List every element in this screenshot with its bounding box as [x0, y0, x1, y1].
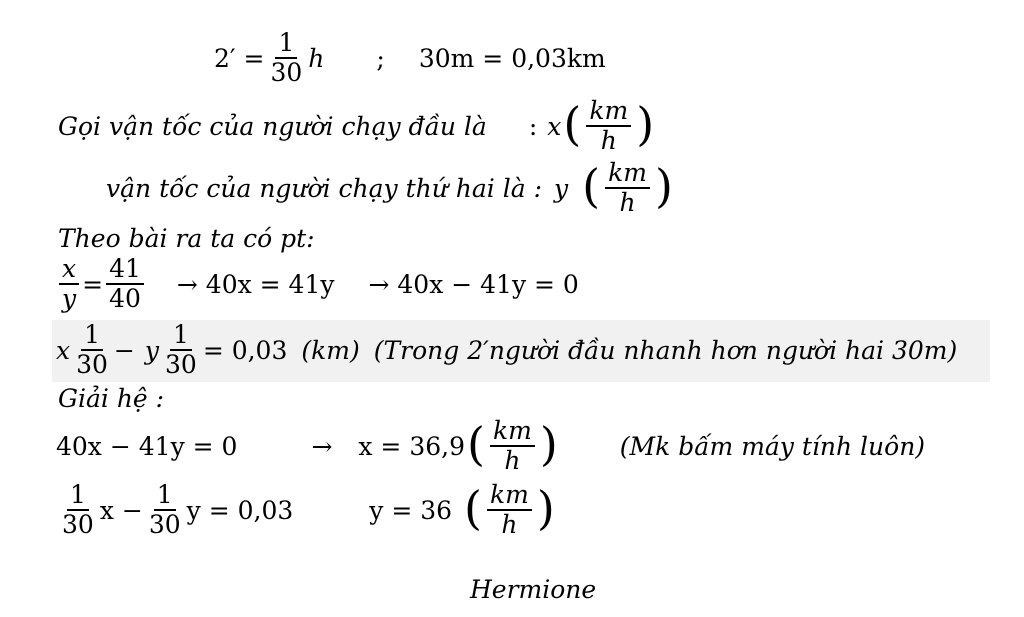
equation-two: y = 0,03 — [186, 495, 294, 525]
solve-system-heading: Giải hệ : — [58, 384, 165, 413]
arrow: → — [311, 431, 333, 461]
hour-unit: h — [308, 43, 325, 73]
fraction-one-thirtieth: $\frac{1}{30}$ — [165, 320, 197, 380]
speed-first-runner-line: Gọi vận tốc của người chạy đầu là : x ( $\frac{km}{h}$ ) — [58, 96, 655, 156]
distance-equation-line: x $\frac{1}{30}$ − y $\frac{1}{30}$ = 0,03 (km) (Trong 2′người đầu nhanh hơn người hai 30m) — [56, 320, 958, 380]
signature: Hermione — [470, 575, 597, 604]
fraction-41-over-40: $\frac{41}{40}$ — [106, 256, 144, 313]
step-one: → 40x = 41y — [176, 269, 335, 299]
unit-km-h: $\frac{km}{h}$ — [586, 98, 631, 155]
fraction-one-thirtieth: $\frac{1}{30}$ — [270, 28, 303, 88]
ratio-equation-line: $\frac{x}{y}$ = $\frac{41}{40}$ → 40x = 41y → 40x − 41y = 0 — [56, 256, 579, 313]
equation-intro-line: Theo bài ra ta có pt: — [58, 224, 315, 253]
separator: ; — [376, 43, 385, 73]
time-left: 2′ = — [214, 43, 265, 73]
var-x: x — [547, 111, 562, 141]
system-row-one: 40x − 41y = 0 → x = 36,9 ( $\frac{km}{h}$ ) (Mk bấm máy tính luôn) — [56, 416, 926, 476]
equation-one: 40x − 41y = 0 — [56, 431, 238, 461]
fraction-x-over-y: $\frac{x}{y}$ — [59, 256, 79, 313]
system-row-two: $\frac{1}{30}$ x − $\frac{1}{30}$ y = 0,03 y = 36 ( $\frac{km}{h}$ ) — [56, 482, 557, 539]
explanation-note: (Trong 2′người đầu nhanh hơn người hai 30m) — [373, 335, 958, 365]
calculator-note: (Mk bấm máy tính luôn) — [619, 431, 926, 461]
distance-conversion: 30m = 0,03km — [418, 43, 606, 73]
fraction-one-thirtieth: $\frac{1}{30}$ — [148, 480, 181, 540]
speed-second-runner-line: vận tốc của người chạy thứ hai là : y ( $\frac{km}{h}$ ) — [106, 158, 673, 218]
unit-km-h: $\frac{km}{h}$ — [605, 160, 650, 217]
solution-y: y = 36 — [369, 495, 453, 525]
fraction-one-thirtieth: $\frac{1}{30}$ — [62, 480, 94, 540]
step-two: → 40x − 41y = 0 — [368, 269, 579, 299]
speed-first-text: Gọi vận tốc của người chạy đầu là — [58, 111, 487, 141]
var-y: y — [554, 173, 569, 203]
speed-second-text: vận tốc của người chạy thứ hai là : — [106, 173, 543, 203]
fraction-one-thirtieth: $\frac{1}{30}$ — [76, 320, 108, 380]
solution-x: x = 36,9 — [358, 431, 465, 461]
km-unit: (km) — [301, 335, 360, 365]
unit-km-h: $\frac{km}{h}$ — [487, 482, 532, 539]
conversion-line — [214, 30, 606, 87]
unit-km-h: $\frac{km}{h}$ — [490, 418, 535, 475]
